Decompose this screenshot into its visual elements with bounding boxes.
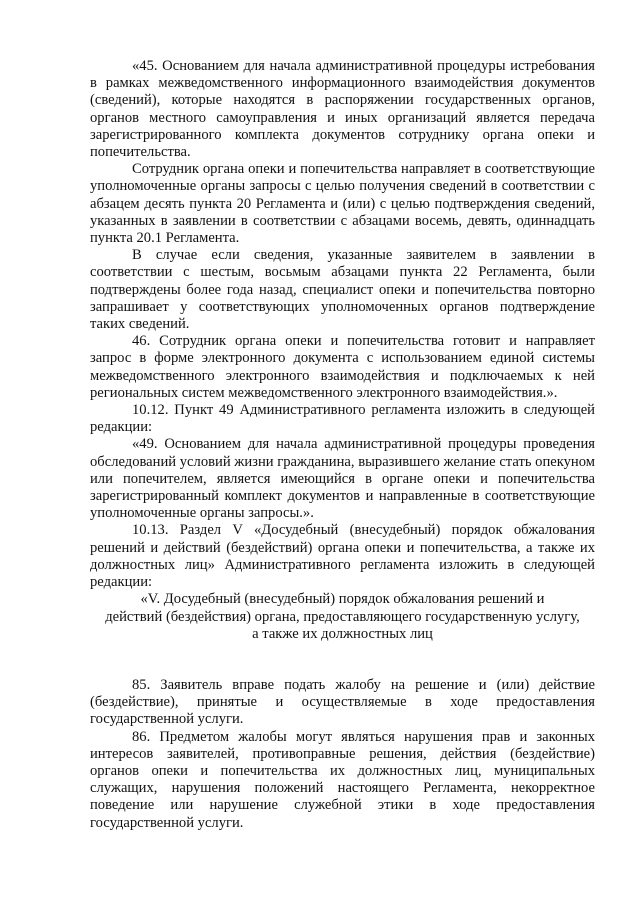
- paragraph-85: 85. Заявитель вправе подать жалобу на решение и (или) действие (бездействие), принятые и осуществляемые в ходе предоставления государственной услуги.: [90, 676, 595, 728]
- document-page: [90, 58, 595, 832]
- paragraph-49: «49. Основанием для начала административной процедуры проведения обследований условий жизни гражданина, выразившего желание стать опекуном или попечителем, является имеющийся в органе опеки и попечительства зарегистрированный комплект документов и направленные в соответствующие уполномоченные органы запросы.».: [90, 436, 595, 522]
- section-heading-line-2: действий (бездействия) органа, предоставляющего государственную услугу,: [105, 608, 580, 625]
- paragraph-45: «45. Основанием для начала административной процедуры истребования в рамках межведомственного информационного взаимодействия документов (сведений), которые находятся в распоряжении государственных органов, органов местного самоуправления и иных организаций является передача зарегистрированного комплекта документов сотруднику органа опеки и попечительства.: [90, 58, 595, 161]
- section-heading-line-1: «V. Досудебный (внесудебный) порядок обжалования решений и: [140, 591, 545, 608]
- amendment-10-13: 10.13. Раздел V «Досудебный (внесудебный) порядок обжалования решений и действий (бездействий) органа опеки и попечительства, а также их должностных лиц» Административного регламента изложить в следующей редакции:: [90, 522, 595, 591]
- paragraph-86: 86. Предметом жалобы могут являться нарушения прав и законных интересов заявителей, противоправные решения, действия (бездействие) органов опеки и попечительства их должностных лиц, муниципальных служащих, нарушения положений настоящего Регламента, некорректное поведение или нарушение служебной этики в ходе предоставления государственной услуги.: [90, 728, 595, 831]
- paragraph-46: 46. Сотрудник органа опеки и попечительства готовит и направляет запрос в форме электронного документа с использованием единой системы межведомственного электронного взаимодействия и подключаемых к ней региональных систем межведомственного электронного взаимодействия.».: [90, 333, 595, 401]
- section-spacer: [90, 643, 595, 677]
- amendment-10-12: 10.12. Пункт 49 Административного регламента изложить в следующей редакции:: [90, 402, 595, 436]
- section-heading-line-3: а также их должностных лиц: [252, 625, 433, 642]
- section-heading: [90, 591, 595, 643]
- paragraph-45-repeat-request: В случае если сведения, указанные заявителем в заявлении в соответствии с шестым, восьмым абзацами пункта 22 Регламента, были подтверждены более года назад, специалист опеки и попечительства повторно запрашивает у соответствующих уполномоченных органов подтверждение таких сведений.: [90, 247, 595, 333]
- paragraph-45-requests: Сотрудник органа опеки и попечительства направляет в соответствующие уполномоченные органы запросы с целью получения сведений в соответствии с абзацем десять пункта 20 Регламента и (или) с целью подтверждения сведений, указанных в заявлении в соответствии с абзацами восемь, девять, одиннадцать пункта 20.1 Регламента.: [90, 161, 595, 247]
